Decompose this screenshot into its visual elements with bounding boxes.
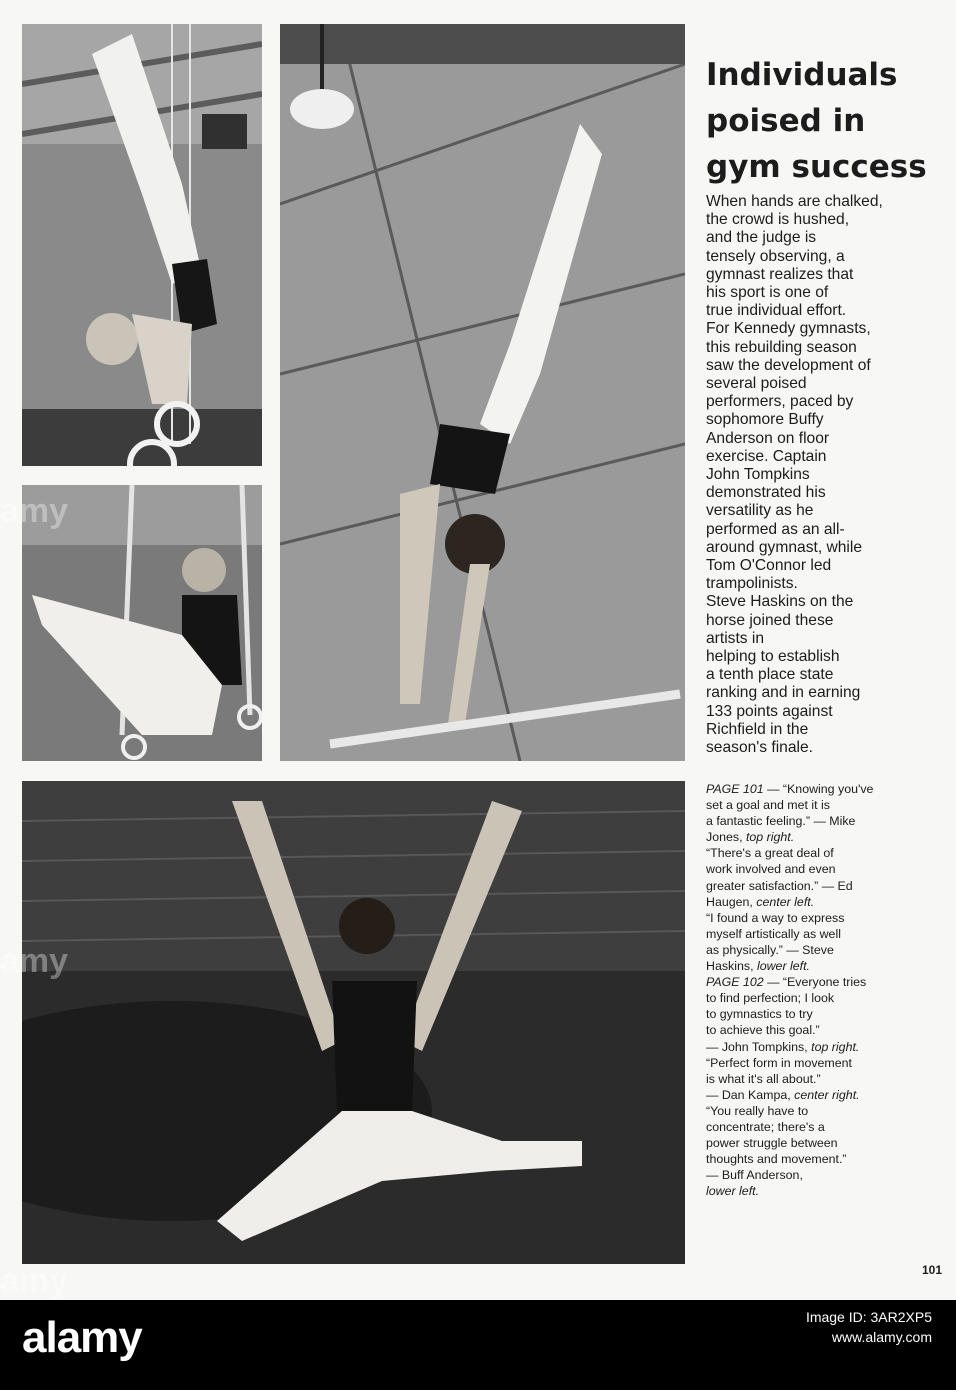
caption-line xyxy=(706,1022,946,1038)
body-line: a tenth place state xyxy=(706,666,834,684)
headline-line: Individuals xyxy=(706,57,898,93)
caption-line xyxy=(706,878,946,894)
caption-line xyxy=(706,1151,946,1167)
caption-line xyxy=(706,1183,946,1199)
caption-emphasis: top right. xyxy=(745,830,795,845)
caption-text: myself artistically as well xyxy=(706,926,841,941)
caption-text: Haskins, xyxy=(706,959,757,974)
caption-line xyxy=(706,990,946,1006)
body-line: sophomore Buffy xyxy=(706,411,824,429)
caption-line xyxy=(706,1071,946,1087)
caption-text: to find perfection; I look xyxy=(706,991,835,1006)
caption-line xyxy=(706,958,946,974)
high-bar-photo-illustration xyxy=(280,24,685,761)
caption-line xyxy=(706,829,946,845)
body-line: demonstrated his xyxy=(706,484,826,502)
watermark-ghost-mark: amy xyxy=(0,942,69,980)
body-line: gymnast realizes that xyxy=(706,265,854,283)
body-line: For Kennedy gymnasts, xyxy=(706,320,871,338)
image-id-text: Image ID: 3AR2XP5 xyxy=(805,1309,932,1325)
body-line: artists in xyxy=(706,629,765,647)
caption-text: — John Tompkins, xyxy=(706,1039,812,1054)
article-headline xyxy=(706,52,946,190)
body-line: Tom O'Connor led xyxy=(706,557,832,575)
watermark-ghost-mark: amy xyxy=(0,492,69,530)
caption-text: is what it's all about.” xyxy=(706,1071,821,1086)
caption-line xyxy=(706,813,946,829)
body-line: exercise. Captain xyxy=(706,447,827,465)
body-line: and the judge is xyxy=(706,229,817,247)
body-line: versatility as he xyxy=(706,502,814,520)
body-line: Anderson on floor xyxy=(706,429,830,447)
caption-emphasis: center right. xyxy=(794,1087,860,1102)
body-line: performers, paced by xyxy=(706,393,854,411)
body-line: helping to establish xyxy=(706,648,840,666)
body-line: John Tompkins xyxy=(706,466,810,484)
photo-captions xyxy=(706,781,946,1199)
body-line: several poised xyxy=(706,375,807,393)
watermark-logo: alamy xyxy=(22,1313,142,1362)
body-line: trampolinists. xyxy=(706,575,798,593)
body-line: season's finale. xyxy=(706,739,814,757)
caption-line xyxy=(706,845,946,861)
caption-line xyxy=(706,1119,946,1135)
page-number: 101 xyxy=(922,1263,943,1277)
caption-line xyxy=(706,910,946,926)
body-line: tensely observing, a xyxy=(706,247,845,265)
caption-text: “I found a way to express xyxy=(706,910,845,925)
caption-text: greater satisfaction.” — Ed xyxy=(706,878,853,893)
headline-line: poised in xyxy=(706,103,866,139)
body-line: 133 points against xyxy=(706,702,833,720)
body-line: Steve Haskins on the xyxy=(706,593,854,611)
body-line: ranking and in earning xyxy=(706,684,861,702)
caption-text: — “Everyone tries xyxy=(763,975,867,990)
caption-line xyxy=(706,894,946,910)
site-url-text: www.alamy.com xyxy=(831,1329,932,1345)
watermark-ghost-mark: amy xyxy=(0,1262,69,1300)
caption-text: as physically.” — Steve xyxy=(706,942,834,957)
photo-gymnast-floor-split-lower-left xyxy=(22,781,685,1264)
caption-text: — Buff Anderson, xyxy=(706,1168,803,1183)
caption-line xyxy=(706,1135,946,1151)
caption-text: “There's a great deal of xyxy=(706,846,834,861)
caption-emphasis: top right. xyxy=(811,1039,860,1054)
caption-text: — Dan Kampa, xyxy=(706,1087,795,1102)
caption-line xyxy=(706,926,946,942)
caption-line xyxy=(706,1055,946,1071)
caption-line xyxy=(706,1006,946,1022)
caption-text: concentrate; there's a xyxy=(706,1119,825,1134)
caption-text: to achieve this goal.” xyxy=(706,1023,820,1038)
caption-line xyxy=(706,1087,946,1103)
body-line: true individual effort. xyxy=(706,302,847,320)
caption-text: power struggle between xyxy=(706,1136,838,1151)
body-line: Richfield in the xyxy=(706,720,809,738)
caption-text: thoughts and movement.” xyxy=(706,1152,847,1167)
caption-line xyxy=(706,797,946,813)
rings-photo-illustration xyxy=(22,24,262,466)
caption-line xyxy=(706,781,946,797)
caption-text: — “Knowing you've xyxy=(763,782,874,796)
caption-line xyxy=(706,974,946,990)
caption-line xyxy=(706,1103,946,1119)
body-line: horse joined these xyxy=(706,611,834,629)
body-line: performed as an all- xyxy=(706,520,845,538)
caption-text: to gymnastics to try xyxy=(706,1007,813,1022)
caption-emphasis: PAGE 102 xyxy=(706,975,764,990)
watermark-image-id xyxy=(806,1307,932,1347)
caption-text: “You really have to xyxy=(706,1103,809,1118)
caption-emphasis: lower left. xyxy=(706,1184,760,1199)
body-line: around gymnast, while xyxy=(706,538,863,556)
floor-split-photo-illustration xyxy=(22,781,685,1264)
body-line: saw the development of xyxy=(706,356,871,374)
article-body xyxy=(706,193,951,757)
photo-gymnast-high-bar-top-right xyxy=(280,24,685,761)
caption-text: a fantastic feeling.” — Mike xyxy=(706,814,856,829)
caption-text: set a goal and met it is xyxy=(706,798,830,813)
caption-line xyxy=(706,942,946,958)
caption-text: Jones, xyxy=(706,830,746,845)
body-line: When hands are chalked, xyxy=(706,193,883,210)
headline-line: gym success xyxy=(706,149,927,185)
caption-emphasis: PAGE 101 xyxy=(706,782,764,796)
body-line: his sport is one of xyxy=(706,284,829,302)
caption-emphasis: center left. xyxy=(756,894,815,909)
caption-emphasis: lower left. xyxy=(756,959,810,974)
caption-text: “Perfect form in movement xyxy=(706,1055,852,1070)
body-line: this rebuilding season xyxy=(706,338,857,356)
body-line: the crowd is hushed, xyxy=(706,211,850,229)
caption-line xyxy=(706,1039,946,1055)
caption-text: work involved and even xyxy=(706,862,836,877)
caption-text: Haugen, xyxy=(706,894,757,909)
photo-gymnast-rings-top-left xyxy=(22,24,262,466)
caption-line xyxy=(706,1167,946,1183)
caption-line xyxy=(706,861,946,877)
